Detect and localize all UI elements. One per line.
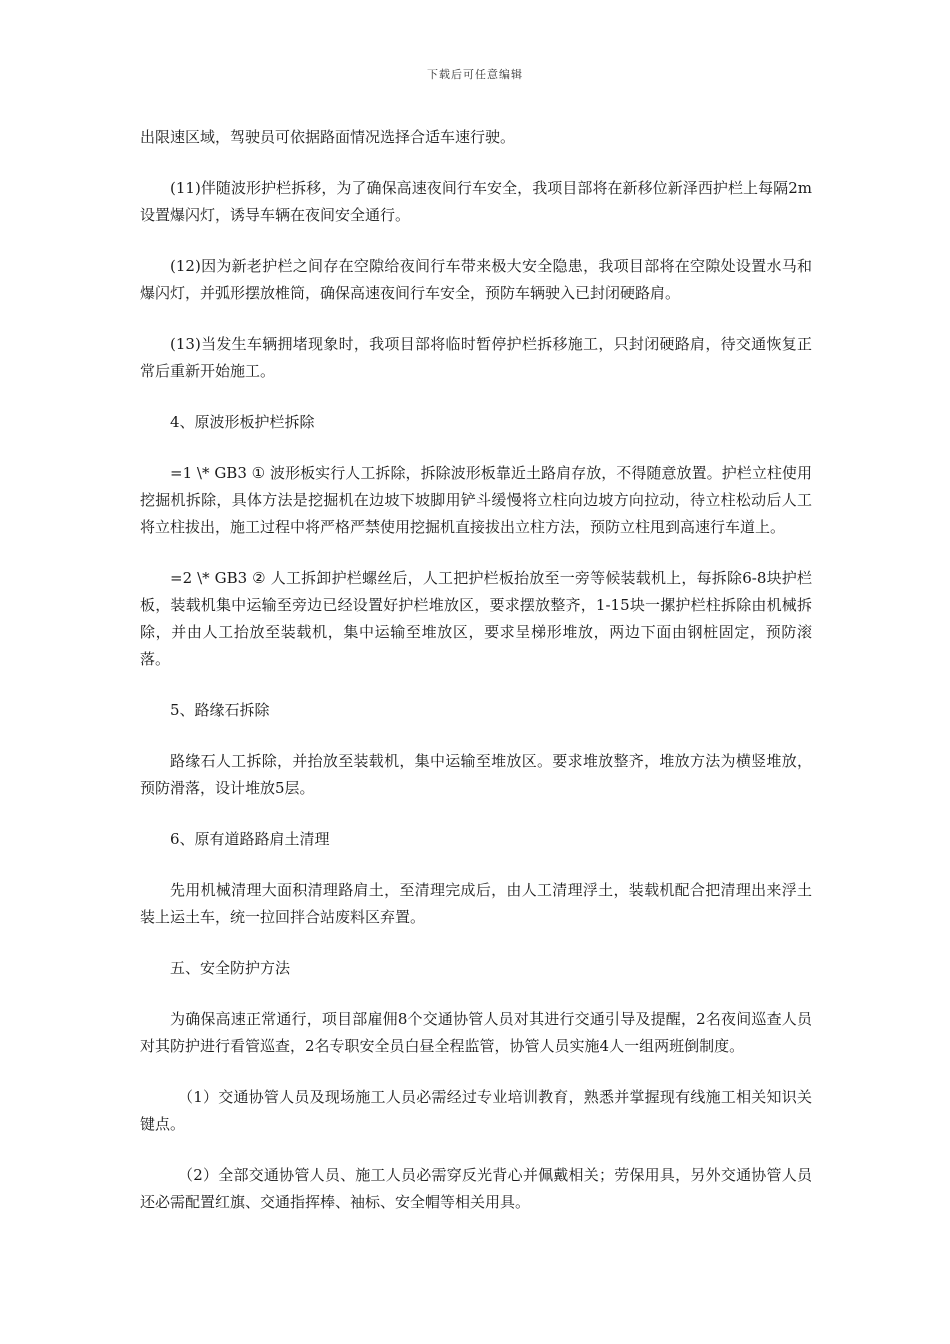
section-heading: 6、原有道路路肩土清理 (170, 830, 330, 848)
section-heading: 五、安全防护方法 (170, 959, 291, 977)
paragraph: （1）交通协管人员及现场施工人员必需经过专业培训教育，熟悉并掌握现有线施工相关知识关键点。 (140, 1088, 812, 1133)
section-heading: 4、原波形板护栏拆除 (170, 413, 315, 431)
paragraph: (11)伴随波形护栏拆移，为了确保高速夜间行车安全，我项目部将在新移位新泽西护栏上每隔2m设置爆闪灯，诱导车辆在夜间安全通行。 (140, 179, 812, 224)
paragraph: （2）全部交通协管人员、施工人员必需穿反光背心并佩戴相关；劳保用具，另外交通协管人员还必需配置红旗、交通指挥棒、袖标、安全帽等相关用具。 (140, 1166, 812, 1211)
document-body (140, 124, 812, 1240)
paragraph: 出限速区域，驾驶员可依据路面情况选择合适车速行驶。 (140, 128, 516, 146)
paragraph: 先用机械清理大面积清理路肩土，至清理完成后，由人工清理浮土，装载机配合把清理出来浮土装上运土车，统一拉回拌合站废料区弃置。 (140, 881, 812, 926)
paragraph: =1 \* GB3 ① 波形板实行人工拆除，拆除波形板靠近土路肩存放，不得随意放置。护栏立柱使用挖掘机拆除，具体方法是挖掘机在边坡下坡脚用铲斗缓慢将立柱向边坡方向拉动，待立柱松动后人工将立柱拔出，施工过程中将严格严禁使用挖掘机直接拔出立柱方法，预防立柱甩到高速行车道上。 (140, 464, 812, 536)
paragraph: 为确保高速正常通行，项目部雇佣8个交通协管人员对其进行交通引导及提醒，2名夜间巡查人员对其防护进行看管巡查，2名专职安全员白昼全程监管，协管人员实施4人一组两班倒制度。 (140, 1010, 812, 1055)
paragraph: (12)因为新老护栏之间存在空隙给夜间行车带来极大安全隐患，我项目部将在空隙处设置水马和爆闪灯，并弧形摆放椎筒，确保高速夜间行车安全，预防车辆驶入已封闭硬路肩。 (140, 257, 812, 302)
paragraph: 路缘石人工拆除，并抬放至装载机，集中运输至堆放区。要求堆放整齐，堆放方法为横竖堆放，预防滑落，设计堆放5层。 (140, 752, 812, 797)
page-header: 下载后可任意编辑 (427, 68, 523, 81)
paragraph: (13)当发生车辆拥堵现象时，我项目部将临时暂停护栏拆移施工，只封闭硬路肩，待交通恢复正常后重新开始施工。 (140, 335, 812, 380)
paragraph: =2 \* GB3 ② 人工拆卸护栏螺丝后，人工把护栏板抬放至一旁等候装载机上，每拆除6-8块护栏板，装载机集中运输至旁边已经设置好护栏堆放区，要求摆放整齐，1-15块一摞护栏柱拆除由机械拆除，并由人工抬放至装载机，集中运输至堆放区，要求呈梯形堆放，两边下面由钢桩固定，预防滚落。 (140, 569, 812, 668)
section-heading: 5、路缘石拆除 (170, 701, 270, 719)
